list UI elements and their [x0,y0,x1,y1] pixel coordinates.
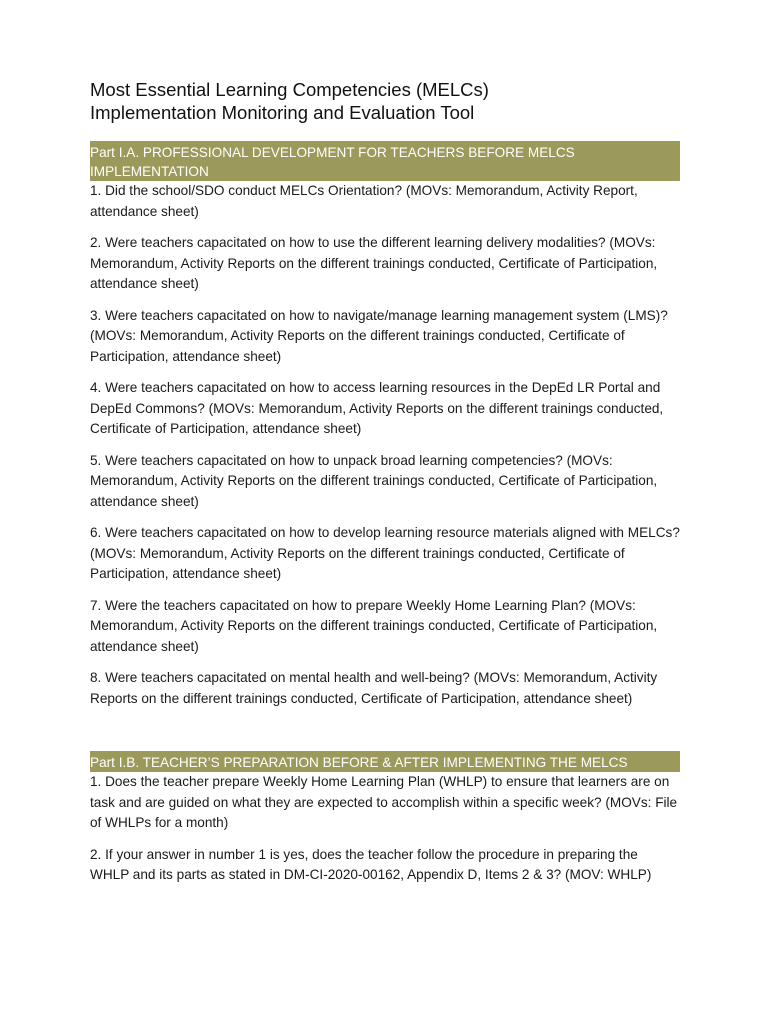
question-item: 8. Were teachers capacitated on mental health and well-being? (MOVs: Memorandum, Activity Reports on the different trainings conducted, Certificate of Participation, attendance sheet) [90,670,658,706]
question-item: 5. Were teachers capacitated on how to unpack broad learning competencies? (MOVs: Memorandum, Activity Reports on the different trainings conducted, Certificate of Participation, attendance sheet) [90,452,658,509]
question-item: 4. Were teachers capacitated on how to access learning resources in the DepEd LR Portal and DepEd Commons? (MOVs: Memorandum, Activity Reports on the different trainings conducted, Certificate of Participation, attendance sheet) [90,380,664,436]
document-title [90,78,680,124]
question-item: 2. Were teachers capacitated on how to use the different learning delivery modalities? (MOVs: Memorandum, Activity Reports on the different trainings conducted, Certificate of Participation, attendance sheet) [90,235,658,291]
section-part-1a [90,141,680,709]
question-item: 6. Were teachers capacitated on how to develop learning resource materials aligned with MELCs? (MOVs: Memorandum, Activity Reports on the different trainings conducted, Certificate of Participation, attendance sheet) [90,525,680,581]
question-item: 1. Did the school/SDO conduct MELCs Orientation? (MOVs: Memorandum, Activity Report, attendance sheet) [90,183,638,219]
title-line-2: Implementation Monitoring and Evaluation Tool [90,102,475,123]
section-spacer [90,720,680,751]
section-header: Part I.B. TEACHER’S PREPARATION BEFORE & AFTER IMPLEMENTING THE MELCS [90,751,680,772]
question-item: 2. If your answer in number 1 is yes, does the teacher follow the procedure in preparing the WHLP and its parts as stated in DM-CI-2020-00162, Appendix D, Items 2 & 3? (MOV: WHLP) [90,846,652,882]
document-page [90,78,680,897]
question-item: 1. Does the teacher prepare Weekly Home Learning Plan (WHLP) to ensure that learners are on task and are guided on what they are expected to accomplish within a specific week? (MOVs: File of WHLPs for a month) [90,774,678,830]
title-line-1: Most Essential Learning Competencies (MELCs) [90,79,489,100]
section-header: Part I.A. PROFESSIONAL DEVELOPMENT FOR TEACHERS BEFORE MELCS IMPLEMENTATION [90,141,680,181]
question-item: 3. Were teachers capacitated on how to navigate/manage learning management system (LMS)? (MOVs: Memorandum, Activity Reports on the different trainings conducted, Certificate of Participation, attendance sheet) [90,307,668,364]
section-part-1b [90,751,680,886]
question-item: 7. Were the teachers capacitated on how to prepare Weekly Home Learning Plan? (MOVs: Memorandum, Activity Reports on the different trainings conducted, Certificate of Participation, attendance sheet) [90,597,658,654]
